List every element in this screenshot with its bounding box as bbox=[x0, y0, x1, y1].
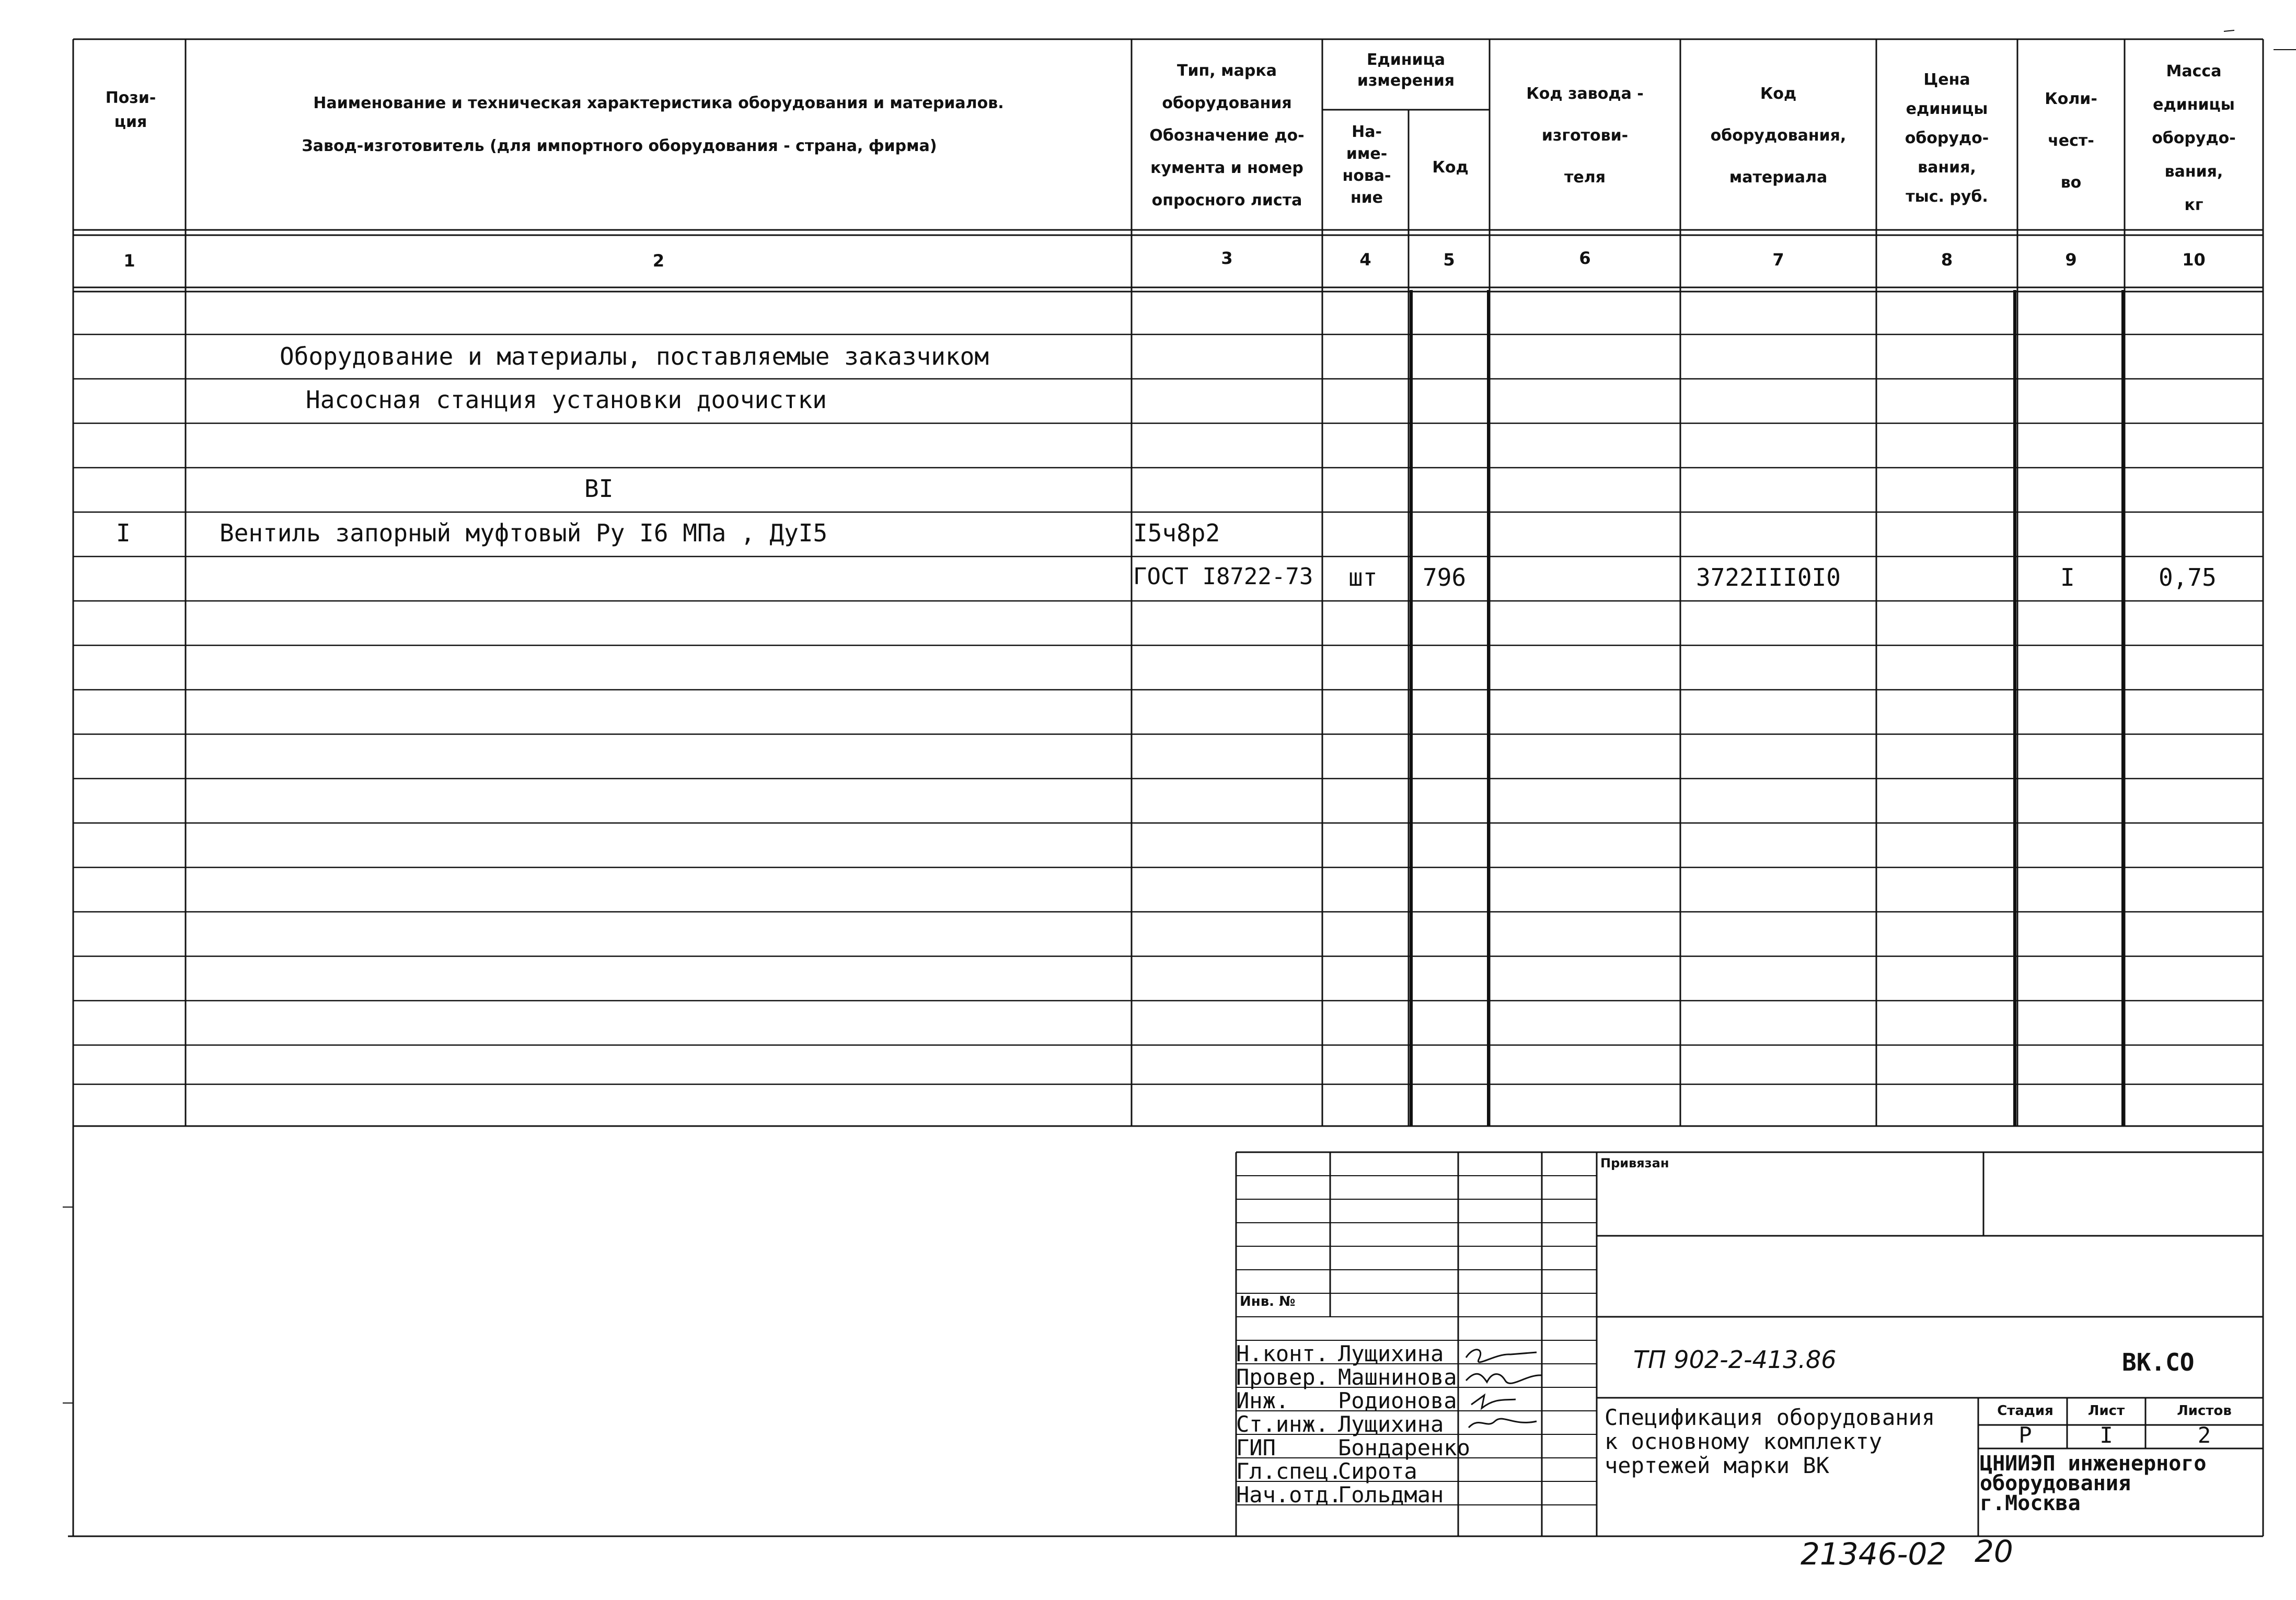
item-position: I bbox=[116, 519, 131, 547]
staff-name: Лущихина bbox=[1338, 1341, 1444, 1366]
col-number: 1 bbox=[123, 251, 135, 271]
staff-name: Гольдман bbox=[1338, 1482, 1444, 1508]
col-number: 5 bbox=[1443, 250, 1455, 270]
header-factory-code: Код завода - изготови- теля bbox=[1526, 85, 1644, 187]
col-number: 4 bbox=[1359, 250, 1371, 270]
signature-marks bbox=[1463, 1343, 1547, 1447]
sheet-value: I bbox=[2099, 1422, 2113, 1448]
staff-role: Н.конт. bbox=[1236, 1341, 1329, 1366]
staff-role: Ст.инж. bbox=[1236, 1411, 1329, 1437]
subsection-title: Насосная станция установки доочистки bbox=[306, 386, 827, 414]
item-gost: ГОСТ I8722-73 bbox=[1133, 563, 1313, 590]
col-number: 9 bbox=[2065, 250, 2077, 270]
sheets-label: Листов bbox=[2177, 1403, 2232, 1419]
header-unit-code: Код bbox=[1432, 158, 1469, 177]
header-equipment-code: Код оборудования, материала bbox=[1710, 85, 1847, 187]
header-price: Цена единицы оборудо- вания, тыс. руб. bbox=[1905, 71, 1989, 206]
col-number: 8 bbox=[1941, 250, 1953, 270]
staff-role: Нач.отд. bbox=[1236, 1482, 1342, 1508]
group-label: ВI bbox=[584, 474, 614, 503]
stage-value: Р bbox=[2018, 1422, 2032, 1448]
col-number: 10 bbox=[2182, 250, 2206, 270]
document-code: ВК.СО bbox=[2122, 1348, 2195, 1376]
header-position: Пози- ция bbox=[105, 89, 156, 131]
sheet-label: Лист bbox=[2087, 1403, 2125, 1419]
header-type: Тип, марка оборудования Обозначение до- кумента и номер опросного листа bbox=[1149, 62, 1305, 210]
item-name: Вентиль запорный муфтовый Ру I6 МПа , ДуI5 bbox=[220, 519, 828, 547]
staff-name: Лущихина bbox=[1338, 1411, 1444, 1437]
item-unit: шт bbox=[1348, 563, 1378, 592]
staff-role: Инж. bbox=[1236, 1388, 1289, 1413]
page-number: 20 bbox=[1975, 1534, 2013, 1569]
staff-name: Родионова bbox=[1338, 1388, 1457, 1413]
col-number: 2 bbox=[652, 251, 665, 271]
staff-name: Машнинова bbox=[1338, 1364, 1457, 1390]
item-unit-code: 796 bbox=[1423, 563, 1467, 592]
header-quantity: Коли- чест- во bbox=[2045, 90, 2097, 192]
stage-label: Стадия bbox=[1997, 1403, 2053, 1419]
inventory-number-label: Инв. № bbox=[1240, 1294, 1296, 1309]
item-type: I5ч8р2 bbox=[1133, 519, 1220, 547]
header-unit-group: Единица измерения bbox=[1357, 51, 1455, 90]
staff-role: Провер. bbox=[1236, 1364, 1329, 1390]
staff-role: ГИП bbox=[1236, 1435, 1276, 1460]
item-mass: 0,75 bbox=[2159, 563, 2217, 592]
archive-number: 21346-02 bbox=[1801, 1536, 1947, 1572]
document-description: Спецификация оборудования к основному комплекту чертежей марки ВК bbox=[1605, 1405, 1935, 1478]
privyazan-label: Привязан bbox=[1600, 1156, 1669, 1170]
header-name: Наименование и техническая характеристика оборудования и материалов. Завод-изготовитель (для импортного оборудования - страна, фирма) bbox=[302, 94, 1004, 155]
staff-role: Гл.спец. bbox=[1236, 1458, 1342, 1484]
organization: ЦНИИЭП инженерного оборудования г.Москва bbox=[1980, 1452, 2207, 1515]
item-quantity: I bbox=[2060, 563, 2075, 592]
staff-name: Сирота bbox=[1338, 1458, 1417, 1484]
staff-name: Бондаренко bbox=[1338, 1435, 1470, 1460]
col-number: 7 bbox=[1772, 250, 1784, 270]
col-number: 3 bbox=[1221, 248, 1233, 268]
header-unit-name: На- име- нова- ние bbox=[1342, 123, 1391, 207]
document-number: ТП 902-2-413.86 bbox=[1633, 1346, 1837, 1374]
sheets-value: 2 bbox=[2197, 1422, 2211, 1448]
section-title: Оборудование и материалы, поставляемые заказчиком bbox=[280, 342, 989, 370]
item-equipment-code: 3722III0I0 bbox=[1696, 563, 1841, 592]
header-mass: Масса единицы оборудо- вания, кг bbox=[2152, 62, 2236, 214]
col-number: 6 bbox=[1579, 248, 1591, 268]
